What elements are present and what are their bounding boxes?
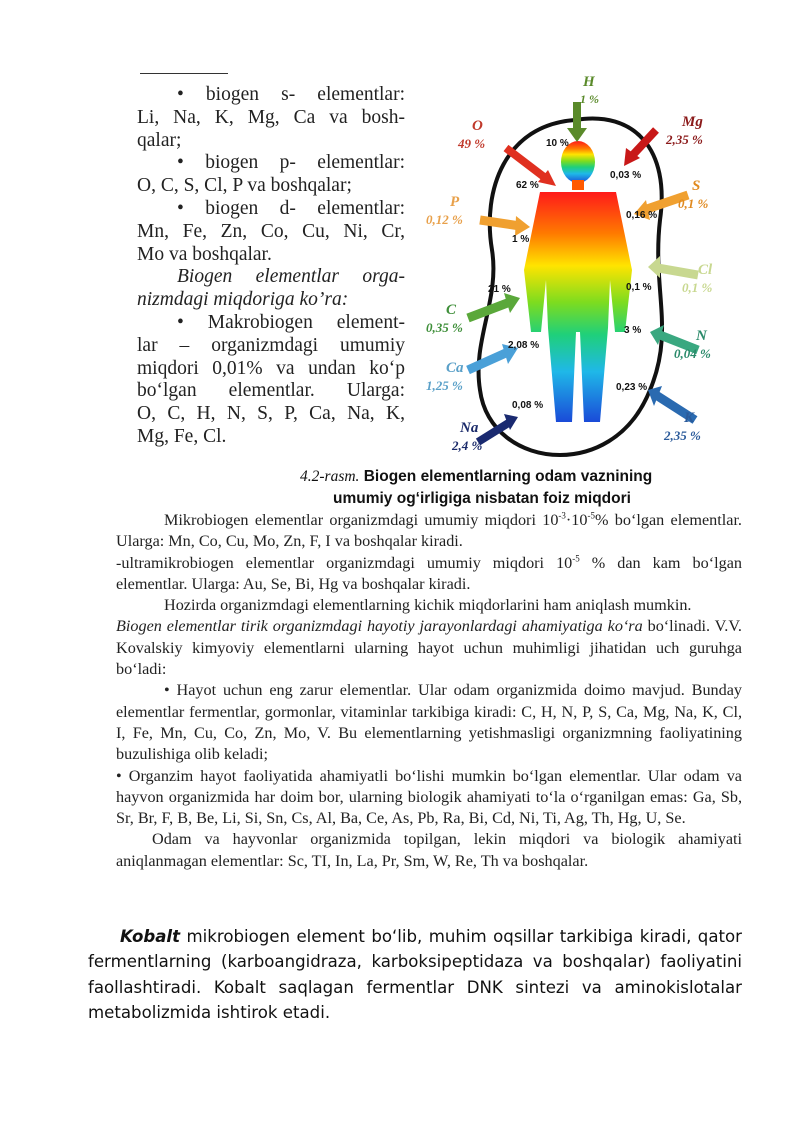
label-o-symbol: O <box>472 118 483 134</box>
text-span: Mikrobiogen elementlar organizmdagi umumiy miqdori 10 <box>164 511 559 529</box>
section-heading-line: Biogen elementlar orga- <box>177 266 405 288</box>
label-ca-symbol: Ca <box>446 360 464 376</box>
label-k-symbol: K <box>684 410 695 426</box>
d-item-line: • biogen d- elementlar: <box>177 197 405 219</box>
body-text <box>116 510 742 872</box>
superscript: -5 <box>572 553 580 564</box>
figure-caption <box>300 466 740 510</box>
text-span: ·10 <box>565 511 588 529</box>
label-mg-value: 2,35 % <box>666 132 703 147</box>
arrow-ca <box>468 352 508 370</box>
body-value: 0,16 % <box>626 210 658 221</box>
paragraph-kovalskiy <box>116 616 742 680</box>
p-item-line: O, C, S, Cl, P va boshqalar; <box>137 175 352 197</box>
label-na-value: 2,4 % <box>452 438 483 453</box>
body-value: 21 % <box>488 284 511 295</box>
macro-item-line: bo‘lgan elementlar. Ularga: <box>137 380 405 402</box>
human-figure-icon <box>524 141 632 422</box>
s-item-line: • biogen s- elementlar: <box>177 84 405 105</box>
paragraph-undetermined: Odam va hayvonlar organizmida topilgan, lekin miqdori va biologik ahamiyati aniqlanmagan elementlar: Sc, TI, In, La, Pr, Sm, W, Re, Th va boshqalar. <box>116 830 742 870</box>
label-n-value: 0,04 % <box>674 346 711 361</box>
paragraph-microbiogen <box>116 510 742 553</box>
label-p-value: 0,12 % <box>426 212 463 227</box>
body-value: 0,23 % <box>616 382 648 393</box>
label-cl-value: 0,1 % <box>682 280 713 295</box>
kobalt-term: Kobalt <box>120 927 181 946</box>
body-value: 62 % <box>516 180 539 191</box>
paragraph-essential: • Hayot uchun eng zarur elementlar. Ular odam organizmida doimo mavjud. Bunday elementlar fermentlar, gormonlar, vitaminlar tarkibiga kiradi: C, H, N, P, S, Ca, Mg, Na, K, Cl, I, Fe, Mn, Cu, Co, Zn, Mo, V. Bu elementlarning yetishmasligi organizmning faoliyatining buzulishiga olib keladi; <box>116 681 742 764</box>
label-mg-symbol: Mg <box>682 114 703 130</box>
body-composition-figure <box>420 70 732 465</box>
macro-item-line: lar – organizmdagi umumiy <box>137 334 405 356</box>
biogen-list-column <box>137 84 405 449</box>
label-p-symbol: P <box>450 194 460 210</box>
text-span: % dan kam bo‘lgan elementlar. Ularga: Au, Se, Bi, Hg va boshqalar kiradi. <box>116 553 742 593</box>
label-c-symbol: C <box>446 302 457 318</box>
p-item-line: • biogen p- elementlar: <box>177 152 405 174</box>
label-c-value: 0,35 % <box>426 320 463 335</box>
body-value: 0,03 % <box>610 170 642 181</box>
superscript: -5 <box>587 510 595 521</box>
body-value: 10 % <box>546 138 569 149</box>
label-cl-symbol: Cl <box>698 262 713 278</box>
paragraph-small-amounts: Hozirda organizmdagi elementlarning kichik miqdorlarini ham aniqlash mumkin. <box>164 596 692 615</box>
arrow-h-head <box>567 128 587 142</box>
paragraph-significant: • Organzim hayot faoliyatida ahamiyatli bo‘lishi mumkin bo‘lgan elementlar. Ular odam va hayvon organizmida har doim bor, ularning biologik ahamiyati to‘la o‘rganilgan emas: Ga, Sb, Sr, Br, F, B, Be, Li, Si, Sn, Cs, Al, Ba, Ce, As, Pb, Ra, Bi, Cd, Ni, Ti, Ag, Th, Hg, U, Se. <box>116 766 742 828</box>
text-span: % bo‘lgan elementlar. Ularga: Mn, Co, Cu, Mo, Zn, F, I va boshqalar kiradi. <box>116 511 742 551</box>
label-o-value: 49 % <box>458 136 486 151</box>
label-ca-value: 1,25 % <box>426 378 463 393</box>
caption-line-1: Biogen elementlarning odam vaznining <box>363 468 653 485</box>
label-h-value: 1 % <box>580 92 599 106</box>
arrow-p <box>480 220 520 226</box>
d-item-line: Mo va boshqalar. <box>137 243 272 265</box>
macro-item-line: miqdori 0,01% va undan ko‘p <box>137 357 405 379</box>
body-value: 2,08 % <box>508 340 540 351</box>
arrow-cl-head <box>648 256 660 278</box>
italic-span: Biogen elementlar tirik organizmdagi hayotiy jarayonlardagi ahamiyatiga ko‘ra <box>116 617 643 636</box>
arrow-cl <box>658 268 698 275</box>
caption-number: 4.2-rasm. <box>300 468 360 485</box>
body-value: 0,08 % <box>512 400 544 411</box>
label-n-symbol: N <box>696 328 707 344</box>
arrow-o <box>506 148 548 180</box>
s-item-line: qalar; <box>137 129 182 151</box>
s-item-line: Li, Na, K, Mg, Ca va bosh- <box>137 106 405 128</box>
section-heading-line: nizmdagi miqdoriga ko’ra: <box>137 289 349 311</box>
label-s-value: 0,1 % <box>678 196 709 211</box>
macro-item-line: O, C, H, N, S, P, Ca, Na, K, <box>137 403 405 425</box>
label-h-symbol: H <box>583 74 595 90</box>
macro-item-line: Mg, Fe, Cl. <box>137 425 227 447</box>
text-span: -ultramikrobiogen elementlar organizmdagi umumiy miqdori 10 <box>116 553 573 572</box>
label-na-symbol: Na <box>460 420 479 436</box>
body-value: 0,1 % <box>626 282 652 293</box>
body-value: 1 % <box>512 234 530 245</box>
text-span: bo‘linadi. V.V. Kovalskiy kimyoviy elementlarni ularning hayot uchun muhimligi jihatidan uch guruhga bo‘ladi: <box>116 617 742 679</box>
paragraph-ultramicrobiogen <box>116 553 742 596</box>
text-span: mikrobiogen element bo‘lib, muhim oqsillar tarkibiga kiradi, qator fermentlarning (karboangidraza, karboksipeptidaza va boshqalar) faoliyatini faollashtiradi. Kobalt saqlagan fermentlar DNK sintezi va aminokislotalar metabolizmida ishtirok etadi. <box>88 927 742 1023</box>
macro-item-line: • Makrobiogen element- <box>177 311 405 333</box>
label-k-value: 2,35 % <box>664 428 701 443</box>
label-s-symbol: S <box>692 178 701 194</box>
d-item-line: Mn, Fe, Zn, Co, Cu, Ni, Cr, <box>137 220 405 242</box>
arrow-p-head <box>515 216 530 236</box>
paragraph-kobalt <box>88 924 742 1026</box>
superscript: -3 <box>558 510 566 521</box>
top-rule <box>140 73 228 74</box>
caption-line-2: umumiy og‘irligiga nisbatan foiz miqdori <box>333 490 631 507</box>
body-value: 3 % <box>624 325 642 336</box>
